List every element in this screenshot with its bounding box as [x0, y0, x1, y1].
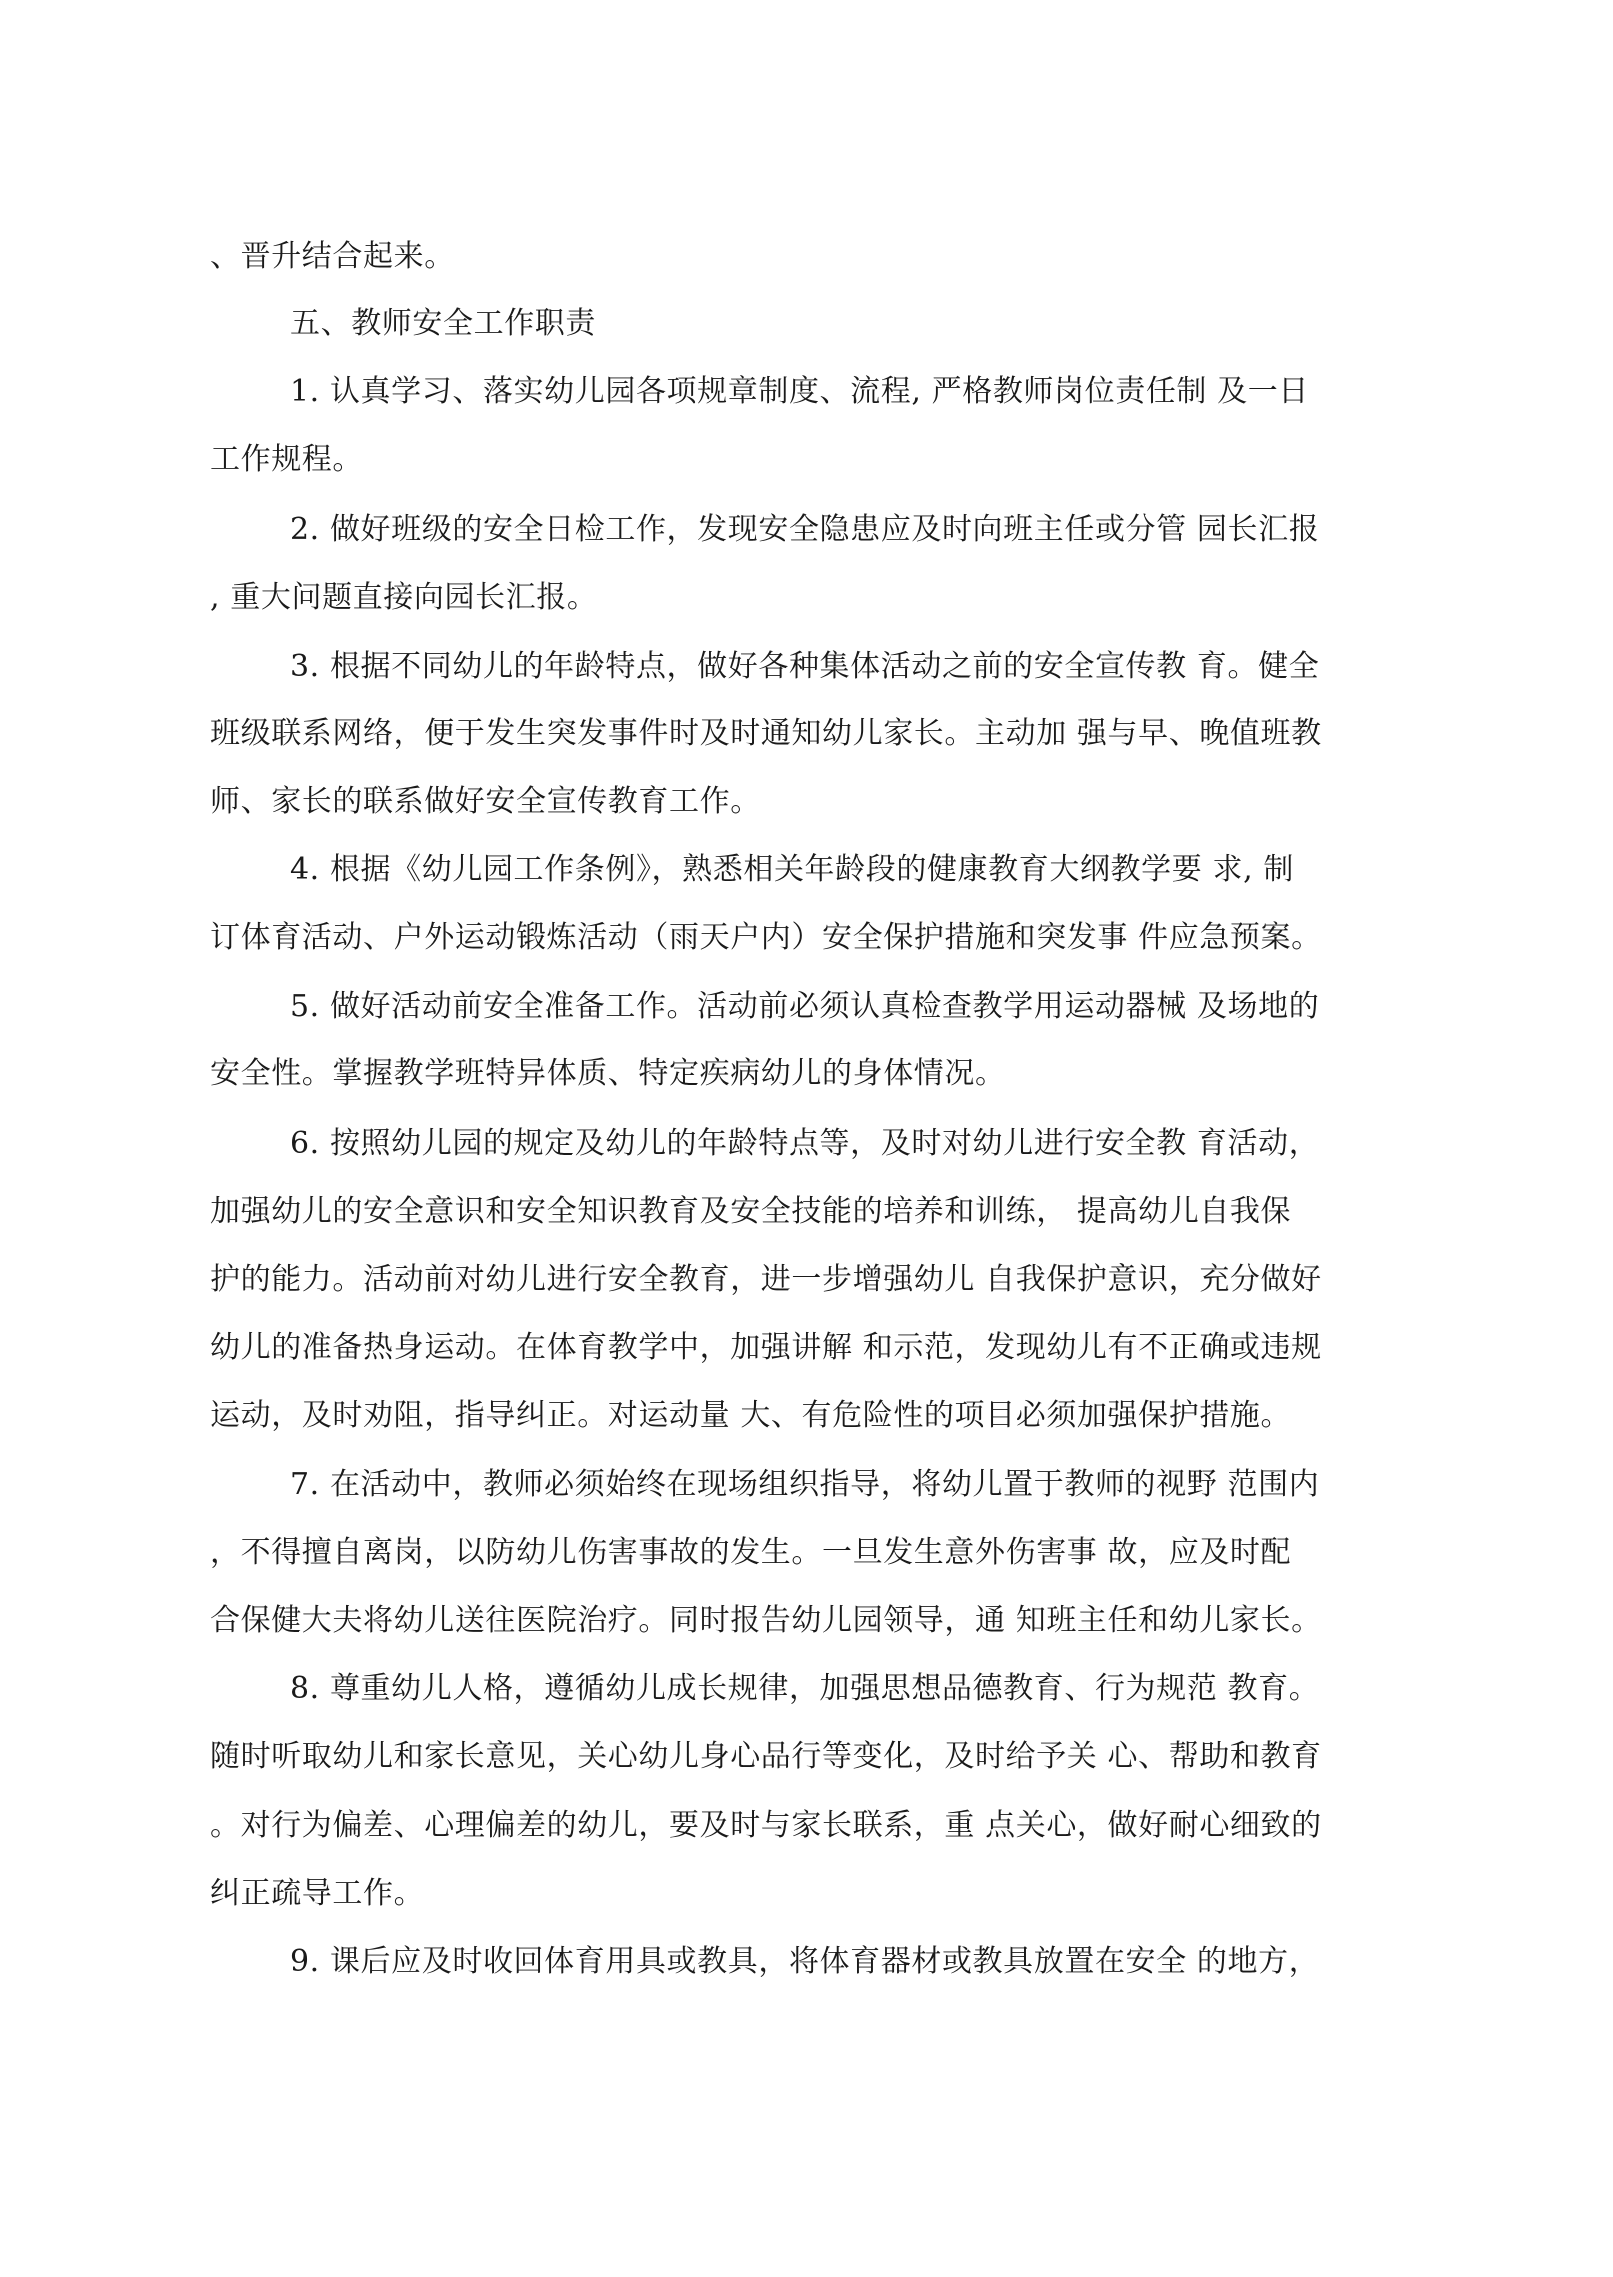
- text-line: 护的能力。活动前对幼儿进行安全教育，进一步增强幼儿 自我保护意识，充分做好: [210, 1262, 1322, 1297]
- text-line: 加强幼儿的安全意识和安全知识教育及安全技能的培养和训练， 提高幼儿自我保: [210, 1194, 1292, 1229]
- text-line: ，不得擅自离岗，以防幼儿伤害事故的发生。一旦发生意外伤害事 故，应及时配: [210, 1535, 1292, 1570]
- text-line: 5. 做好活动前安全准备工作。活动前必须认真检查教学用运动器械 及场地的: [290, 989, 1320, 1024]
- text-line: 安全性。掌握教学班特异体质、特定疾病幼儿的身体情况。: [210, 1056, 1006, 1091]
- text-line: 8. 尊重幼儿人格，遵循幼儿成长规律，加强思想品德教育、行为规范 教育。: [290, 1671, 1320, 1706]
- text-line: 3. 根据不同幼儿的年龄特点，做好各种集体活动之前的安全宣传教 育。健全: [290, 649, 1320, 684]
- text-line: 。对行为偏差、心理偏差的幼儿，要及时与家长联系，重 点关心，做好耐心细致的: [210, 1808, 1322, 1843]
- text-line: 幼儿的准备热身运动。在体育教学中，加强讲解 和示范，发现幼儿有不正确或违规: [210, 1330, 1322, 1365]
- text-line: 订体育活动、户外运动锻炼活动（雨天户内）安全保护措施和突发事 件应急预案。: [210, 920, 1322, 955]
- text-line: 合保健大夫将幼儿送往医院治疗。同时报告幼儿园领导，通 知班主任和幼儿家长。: [210, 1603, 1322, 1638]
- text-line: 、晋升结合起来。: [210, 239, 455, 274]
- text-line: 7. 在活动中，教师必须始终在现场组织指导，将幼儿置于教师的视野 范围内: [290, 1467, 1320, 1502]
- text-line: 随时听取幼儿和家长意见，关心幼儿身心品行等变化，及时给予关 心、帮助和教育: [210, 1739, 1322, 1774]
- section-heading: 五、教师安全工作职责: [290, 306, 596, 341]
- text-line: , 重大问题直接向园长汇报。: [210, 580, 598, 615]
- text-line: 工作规程。: [210, 442, 363, 477]
- text-line: 2. 做好班级的安全日检工作，发现安全隐患应及时向班主任或分管 园长汇报: [290, 512, 1320, 547]
- text-line: 班级联系网络，便于发生突发事件时及时通知幼儿家长。主动加 强与早、晚值班教: [210, 716, 1322, 751]
- text-line: 纠正疏导工作。: [210, 1876, 425, 1911]
- text-line: 4. 根据《幼儿园工作条例》，熟悉相关年龄段的健康教育大纲教学要 求, 制: [290, 852, 1294, 887]
- text-line: 师、家长的联系做好安全宣传教育工作。: [210, 784, 761, 819]
- text-line: 运动，及时劝阻，指导纠正。对运动量 大、有危险性的项目必须加强保护措施。: [210, 1398, 1292, 1433]
- text-line: 6. 按照幼儿园的规定及幼儿的年龄特点等，及时对幼儿进行安全教 育活动，: [290, 1126, 1320, 1161]
- text-line: 9. 课后应及时收回体育用具或教具，将体育器材或教具放置在安全 的地方，: [290, 1944, 1320, 1979]
- text-line: 1. 认真学习、落实幼儿园各项规章制度、流程, 严格教师岗位责任制 及一日: [290, 374, 1309, 409]
